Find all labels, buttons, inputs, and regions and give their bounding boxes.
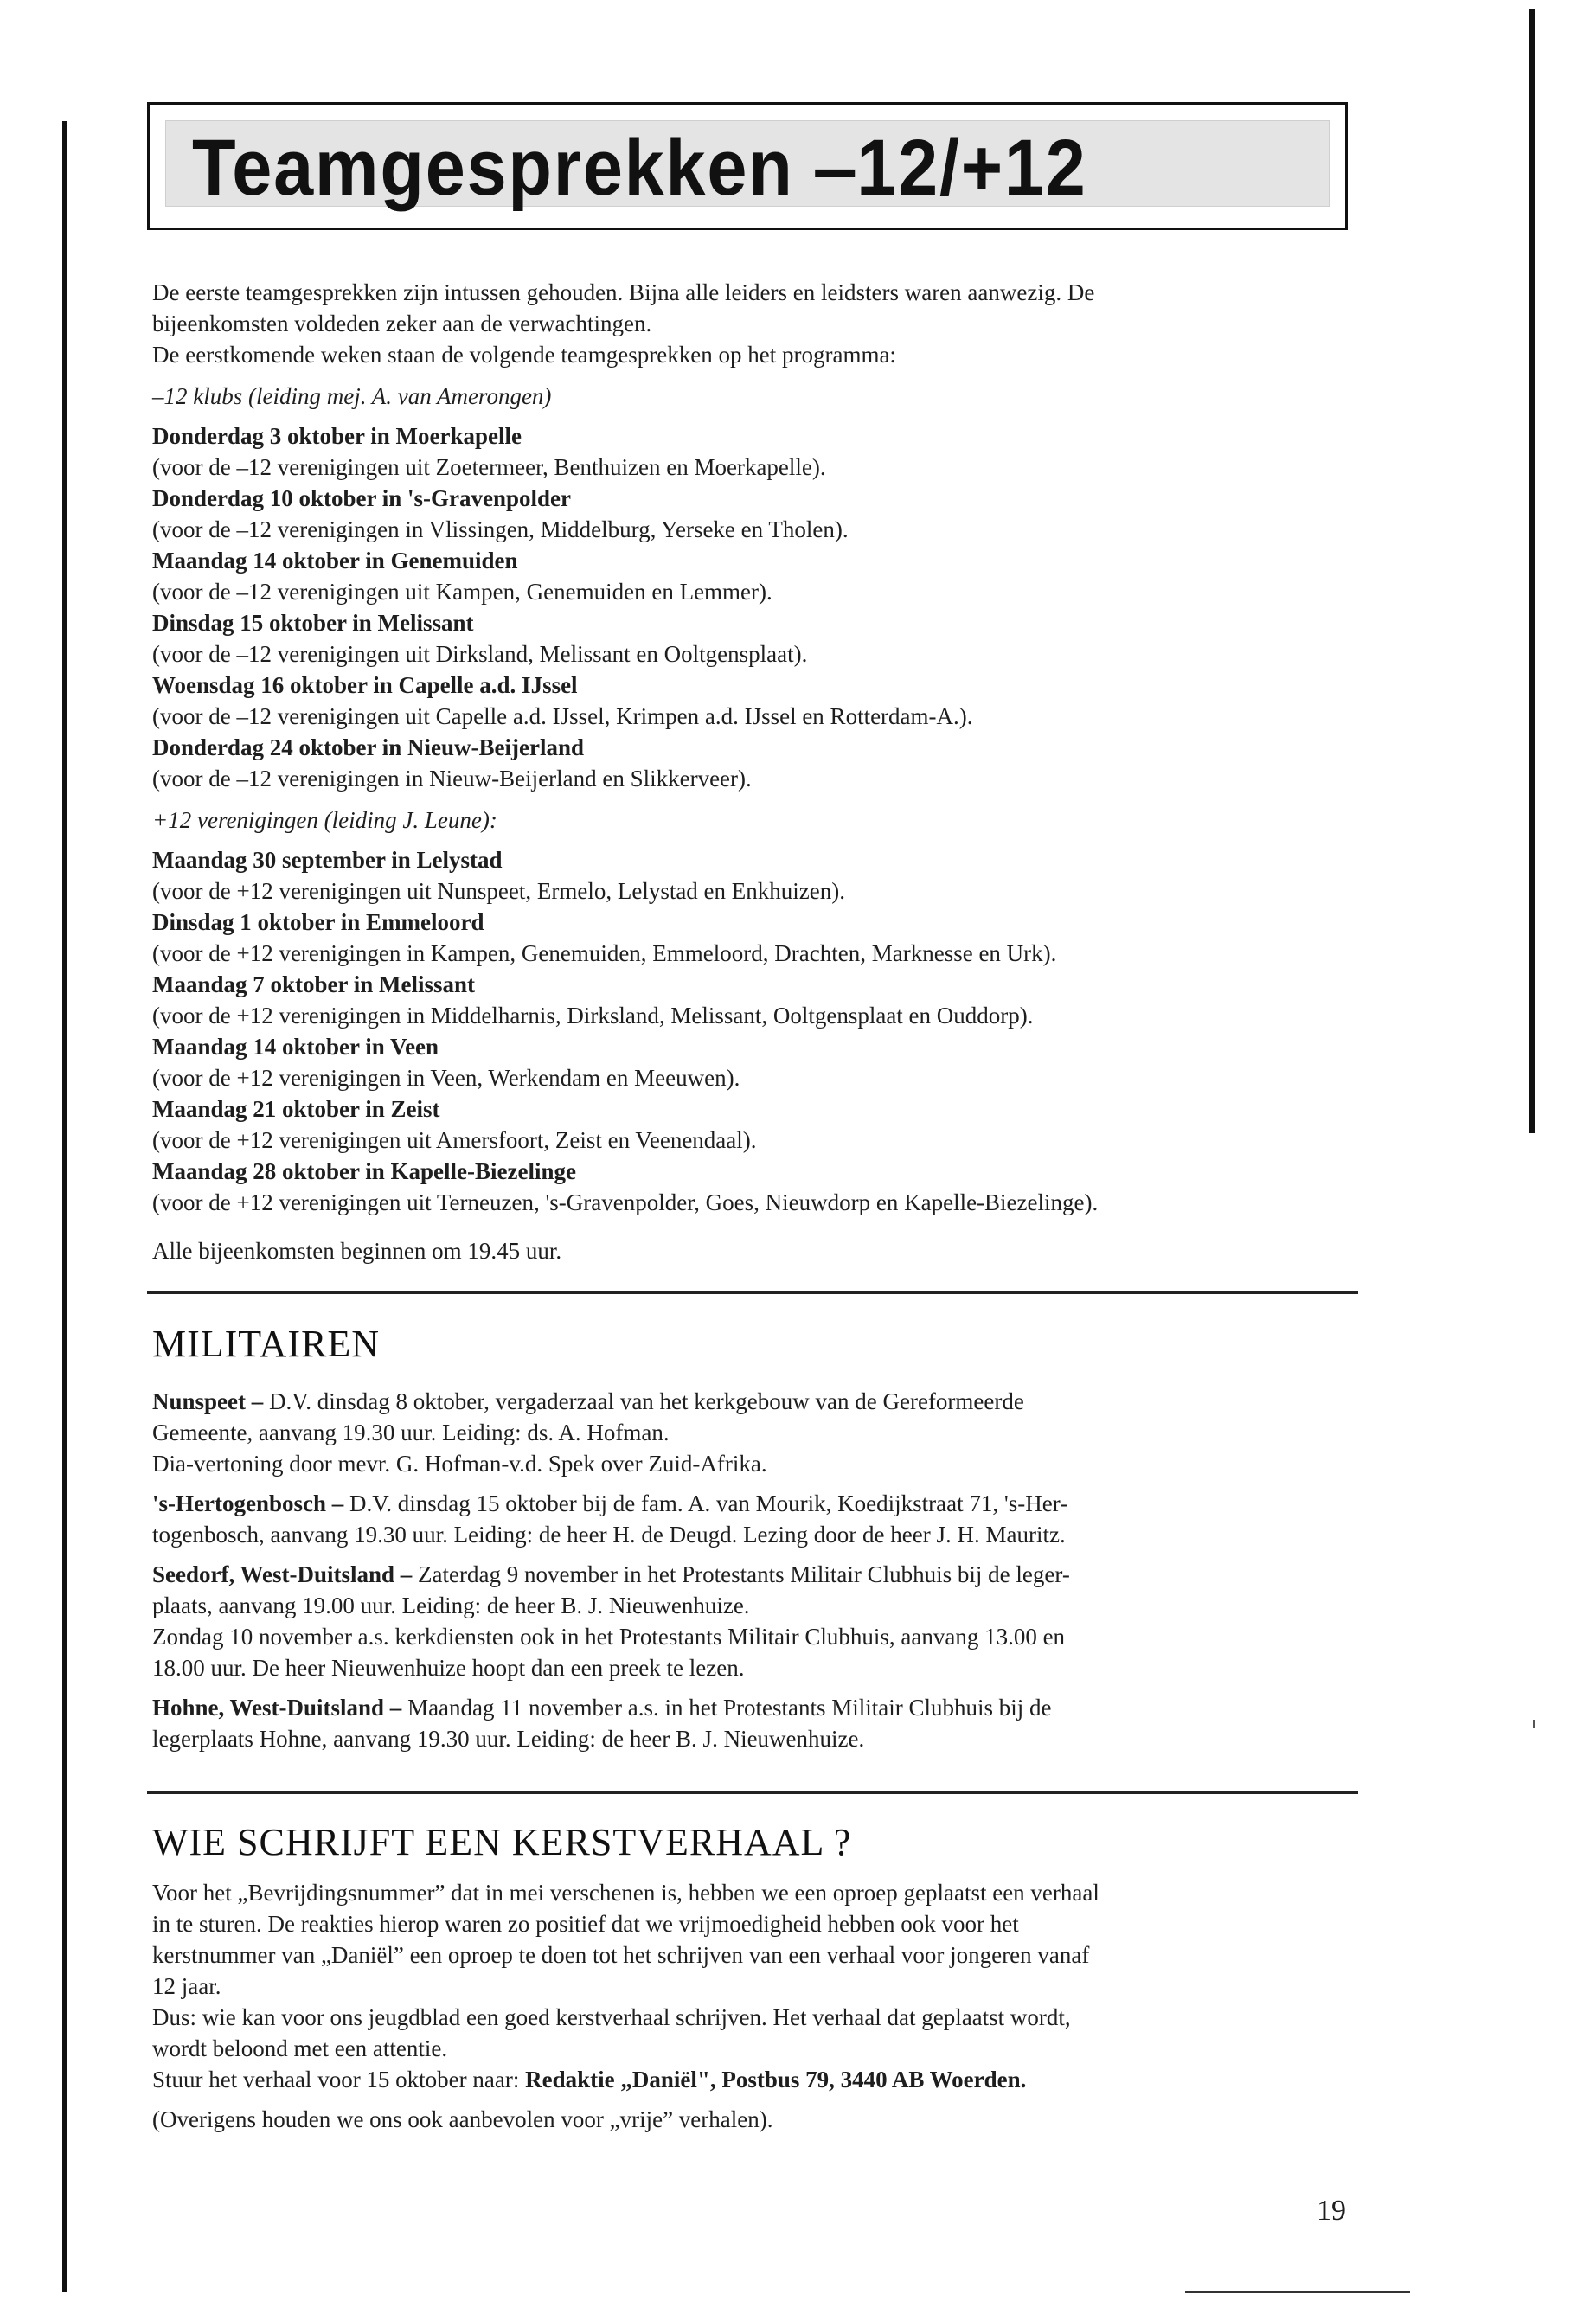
session-title: Woensdag 16 oktober in Capelle a.d. IJssel <box>152 672 578 698</box>
kerst-line: wordt beloond met een attentie. <box>152 2035 448 2061</box>
title-banner <box>147 102 1348 230</box>
session-title: Donderdag 10 oktober in 's-Gravenpolder <box>152 485 572 511</box>
minus12-schedule <box>152 381 1359 794</box>
militairen-heading: MILITAIREN <box>152 1323 381 1365</box>
send-address: Redaktie „Daniël", Postbus 79, 3440 AB Woerden. <box>525 2067 1027 2093</box>
session-detail: (voor de +12 verenigingen in Middelharnis, Dirksland, Melissant, Ooltgensplaat en Ouddorp). <box>152 1003 1034 1029</box>
minus12-heading: ‒12 klubs (leiding mej. A. van Amerongen) <box>152 383 552 409</box>
session-title: Donderdag 24 oktober in Nieuw-Beijerland <box>152 734 585 760</box>
session-detail: (voor de ‒12 verenigingen uit Zoetermeer, Benthuizen en Moerkapelle). <box>152 454 826 480</box>
session-title: Donderdag 3 oktober in Moerkapelle <box>152 423 522 449</box>
session-detail: (voor de ‒12 verenigingen in Vlissingen, Middelburg, Yerseke en Tholen). <box>152 516 849 542</box>
session-title: Dinsdag 15 oktober in Melissant <box>152 610 474 636</box>
kerst-line: Voor het „Bevrijdingsnummer” dat in mei verschenen is, hebben we een oproep geplaatst een verhaal <box>152 1880 1099 1906</box>
location-hohne: Hohne, West-Duitsland – <box>152 1695 402 1721</box>
kerst-line: Dus: wie kan voor ons jeugdblad een goed kerstverhaal schrijven. Het verhaal dat geplaatst wordt, <box>152 2004 1071 2030</box>
intro-line: bijeenkomsten voldeden zeker aan de verwachtingen. <box>152 311 652 336</box>
plus12-heading: +12 verenigingen (leiding J. Leune): <box>152 807 497 833</box>
nunspeet-text: Dia-vertoning door mevr. G. Hofman-v.d. Spek over Zuid-Afrika. <box>152 1451 767 1477</box>
kerst-line: in te sturen. De reakties hierop waren zo positief dat we vrijmoedigheid hebben ook voor het <box>152 1911 1019 1937</box>
seedorf-text: Zaterdag 9 november in het Protestants Militair Clubhuis bij de leger- <box>418 1561 1070 1587</box>
kerstverhaal-heading: WIE SCHRIJFT EEN KERSTVERHAAL ? <box>152 1821 852 1863</box>
session-detail: (voor de ‒12 verenigingen in Nieuw-Beijerland en Slikkerveer). <box>152 766 752 792</box>
section-divider <box>147 1791 1358 1794</box>
session-detail: (voor de +12 verenigingen in Veen, Werkendam en Meeuwen). <box>152 1065 740 1091</box>
hertogenbosch-text: togenbosch, aanvang 19.30 uur. Leiding: de heer H. de Deugd. Lezing door de heer J. H. Mauritz. <box>152 1522 1066 1548</box>
seedorf-text: plaats, aanvang 19.00 uur. Leiding: de heer B. J. Nieuwenhuize. <box>152 1593 750 1618</box>
session-detail: (voor de +12 verenigingen uit Terneuzen, 's-Gravenpolder, Goes, Nieuwdorp en Kapelle-Biezelinge). <box>152 1189 1099 1215</box>
hohne-text: legerplaats Hohne, aanvang 19.30 uur. Leiding: de heer B. J. Nieuwenhuize. <box>152 1726 865 1752</box>
session-detail: (voor de +12 verenigingen uit Amersfoort, Zeist en Veenendaal). <box>152 1127 757 1153</box>
page-title: Teamgesprekken ‒12/+12 <box>192 124 1087 212</box>
session-title: Maandag 30 september in Lelystad <box>152 847 503 873</box>
plus12-schedule <box>152 804 1359 1218</box>
session-detail: (voor de +12 verenigingen uit Nunspeet, Ermelo, Lelystad en Enkhuizen). <box>152 878 845 904</box>
send-instruction: Stuur het verhaal voor 15 oktober naar: <box>152 2067 520 2093</box>
title-banner-background <box>165 120 1330 212</box>
kerst-line: kerstnummer van „Daniël” een oproep te doen tot het schrijven van een verhaal voor jongeren vanaf <box>152 1942 1090 1968</box>
session-detail: (voor de ‒12 verenigingen uit Capelle a.d. IJssel, Krimpen a.d. IJssel en Rotterdam-A.). <box>152 703 973 729</box>
session-title: Maandag 28 oktober in Kapelle-Biezelinge <box>152 1158 576 1184</box>
session-title: Maandag 7 oktober in Melissant <box>152 971 476 997</box>
militairen-section <box>152 1386 1359 1754</box>
location-hertogenbosch: 's-Hertogenbosch – <box>152 1490 344 1516</box>
hertogenbosch-text: D.V. dinsdag 15 oktober bij de fam. A. van Mourik, Koedijkstraat 71, 's-Her- <box>349 1490 1068 1516</box>
right-margin-rule <box>1529 9 1535 1133</box>
hohne-text: Maandag 11 november a.s. in het Protestants Militair Clubhuis bij de <box>407 1695 1052 1721</box>
kerst-line: 12 jaar. <box>152 1973 221 1999</box>
nunspeet-text: D.V. dinsdag 8 oktober, vergaderzaal van het kerkgebouw van de Gereformeerde <box>269 1388 1024 1414</box>
section-divider <box>147 1291 1358 1294</box>
session-title: Maandag 14 oktober in Veen <box>152 1034 439 1060</box>
schedule-closing <box>152 1235 1359 1266</box>
session-detail: (voor de +12 verenigingen in Kampen, Genemuiden, Emmeloord, Drachten, Marknesse en Urk). <box>152 940 1057 966</box>
location-seedorf: Seedorf, West-Duitsland – <box>152 1561 413 1587</box>
session-detail: (voor de ‒12 verenigingen uit Dirksland, Melissant en Ooltgensplaat). <box>152 641 808 667</box>
bottom-rule <box>1185 2291 1410 2293</box>
closing-line: Alle bijeenkomsten beginnen om 19.45 uur. <box>152 1238 562 1264</box>
intro-line: De eerstkomende weken staan de volgende teamgesprekken op het programma: <box>152 342 896 368</box>
nunspeet-text: Gemeente, aanvang 19.30 uur. Leiding: ds. A. Hofman. <box>152 1420 670 1445</box>
intro-line: De eerste teamgesprekken zijn intussen gehouden. Bijna alle leiders en leidsters waren aanwezig. De <box>152 279 1095 305</box>
session-detail: (voor de ‒12 verenigingen uit Kampen, Genemuiden en Lemmer). <box>152 579 772 605</box>
left-margin-rule <box>62 121 67 2292</box>
session-title: Dinsdag 1 oktober in Emmeloord <box>152 909 484 935</box>
page-number: 19 <box>1317 2195 1346 2227</box>
stray-mark <box>1533 1720 1535 1728</box>
seedorf-text: Zondag 10 november a.s. kerkdiensten ook in het Protestants Militair Clubhuis, aanvang 13.00 en <box>152 1624 1066 1650</box>
kerst-note: (Overigens houden we ons ook aanbevolen voor „vrije” verhalen). <box>152 2106 773 2132</box>
intro-paragraph <box>152 277 1359 370</box>
session-title: Maandag 21 oktober in Zeist <box>152 1096 440 1122</box>
session-title: Maandag 14 oktober in Genemuiden <box>152 548 518 574</box>
location-nunspeet: Nunspeet – <box>152 1388 264 1414</box>
seedorf-text: 18.00 uur. De heer Nieuwenhuize hoopt dan een preek te lezen. <box>152 1655 745 1681</box>
kerstverhaal-section <box>152 1877 1359 2135</box>
